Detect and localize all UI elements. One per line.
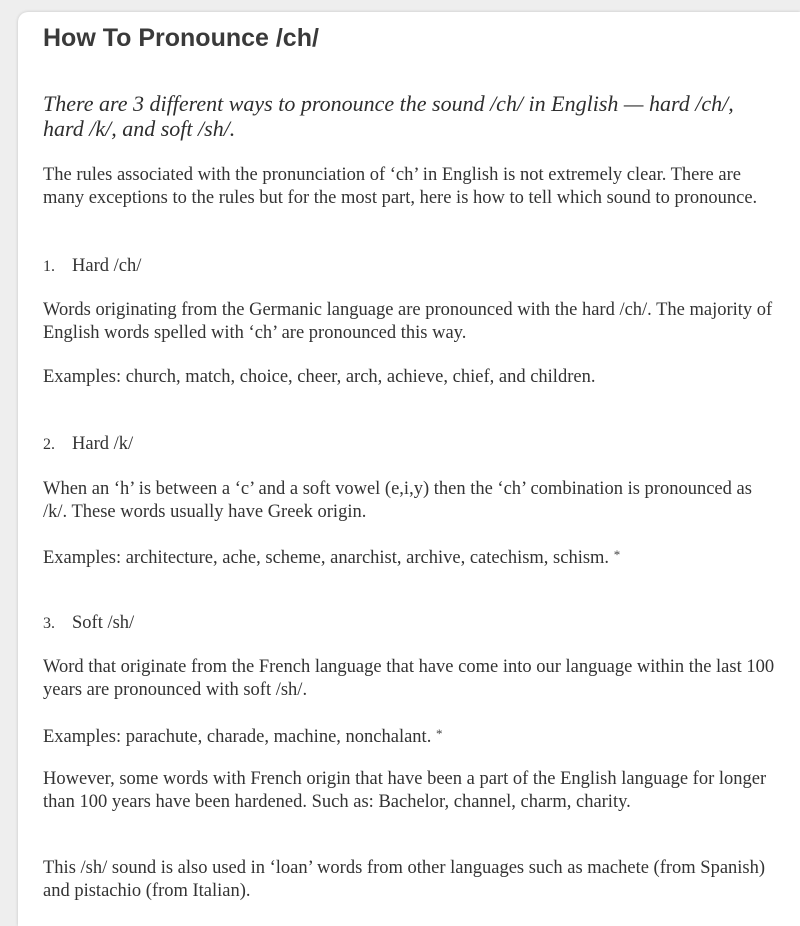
section-2-footnote-marker: * [613, 547, 621, 562]
section-3-note-french: However, some words with French origin that have been a part of the English language for longer than 100 years have been hardened. Such as: Bachelor, channel, charm, charity. [43, 769, 767, 812]
section-3-number: 3. [43, 615, 55, 632]
section-1-title: Hard /ch/ [72, 256, 142, 276]
section-1-body: Words originating from the Germanic language are pronounced with the hard /ch/. The majority of English words spelled with ‘ch’ are pronounced this way. [43, 300, 773, 343]
section-3-note-loanwords: This /sh/ sound is also used in ‘loan’ words from other languages such as machete (from Spanish) and pistachio (from Italian). [43, 858, 766, 901]
section-2-number: 2. [43, 436, 55, 453]
section-2-examples-line [43, 544, 778, 570]
section-2-examples: Examples: architecture, ache, scheme, anarchist, archive, catechism, schism. [43, 548, 610, 568]
article-subtitle: There are 3 different ways to pronounce the sound /ch/ in English — hard /ch/, hard /k/, and soft /sh/. [43, 91, 734, 141]
article-card [18, 12, 800, 926]
section-2-title: Hard /k/ [72, 434, 134, 454]
section-3-body: Word that originate from the French language that have come into our language within the last 100 years are pronounced with soft /sh/. [43, 657, 775, 700]
section-3-heading [43, 612, 134, 635]
section-2-body: When an ‘h’ is between a ‘c’ and a soft vowel (e,i,y) then the ‘ch’ combination is pronounced as /k/. These words usually have Greek origin. [43, 479, 752, 522]
section-1-examples: Examples: church, match, choice, cheer, arch, achieve, chief, and children. [43, 367, 596, 387]
section-1-number: 1. [43, 258, 55, 275]
intro-paragraph: The rules associated with the pronunciation of ‘ch’ in English is not extremely clear. There are many exceptions to the rules but for the most part, here is how to tell which sound to pronounce. [43, 165, 758, 208]
section-2-heading [43, 433, 133, 456]
section-3-examples-line [43, 723, 778, 749]
section-3-title: Soft /sh/ [72, 613, 135, 633]
section-3-footnote-marker: * [435, 726, 443, 741]
article-title: How To Pronounce /ch/ [43, 24, 319, 52]
section-1-heading [43, 255, 141, 278]
section-3-examples: Examples: parachute, charade, machine, nonchalant. [43, 727, 432, 747]
